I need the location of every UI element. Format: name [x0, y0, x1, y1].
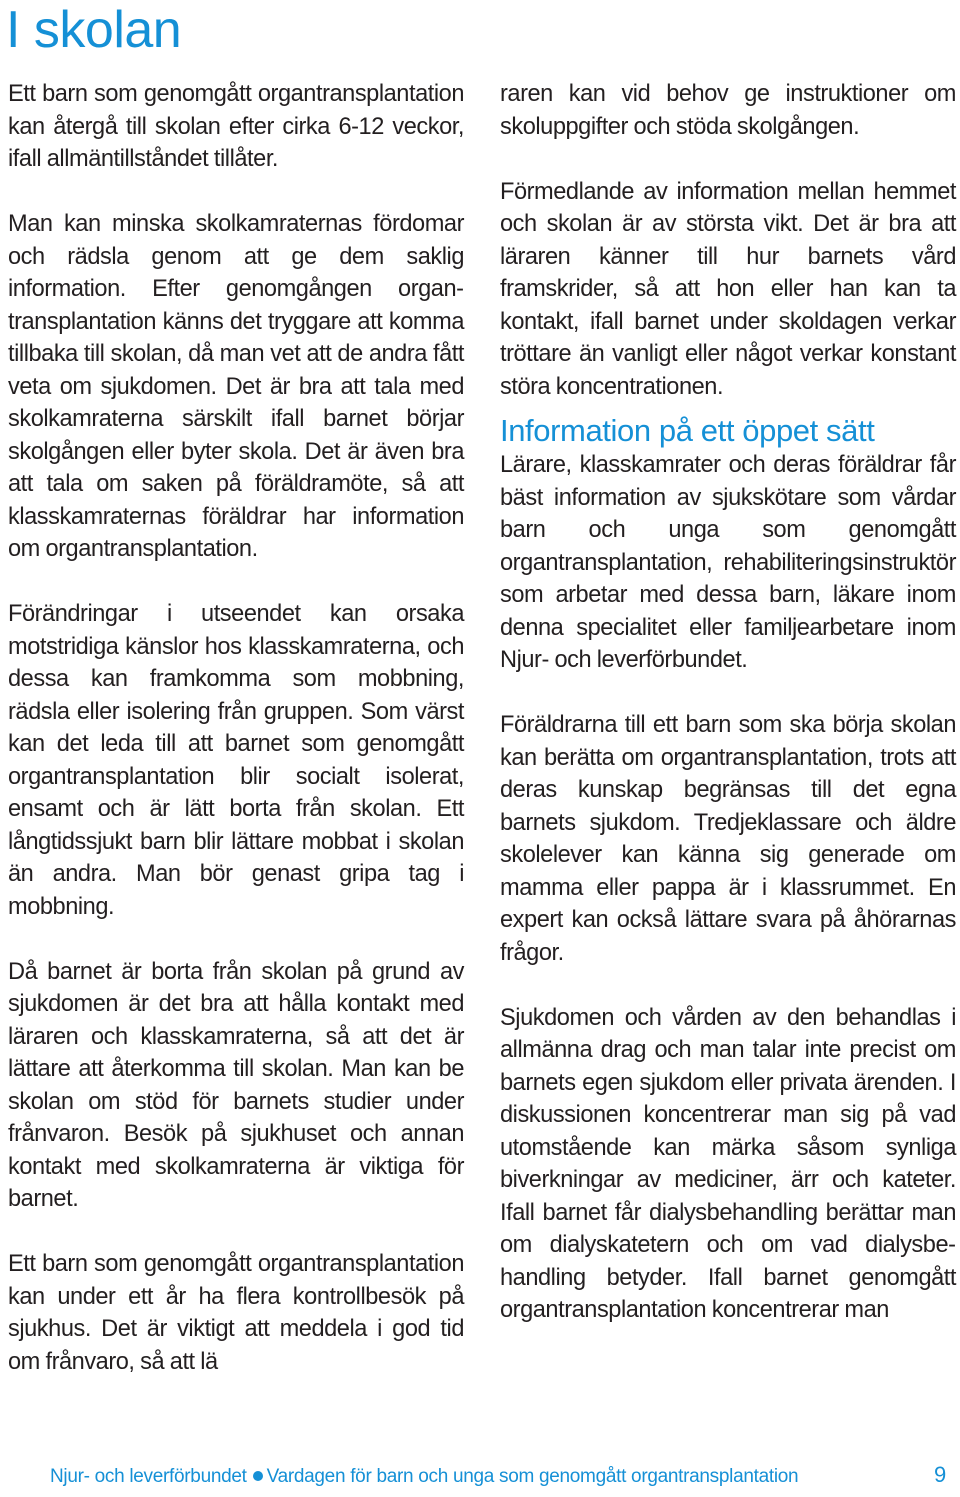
paragraph: Förändringar i utseendet kan orsaka motstridiga känslor hos klasskamraterna, och dessa kan framkomma som mobbning, rädsla eller isolering från gruppen. Som värst kan det leda till att barnet som genomgått organtransplantation blir socialt isolerat, ensamt och är lätt borta från skolan. Ett långtidssjukt barn blir lättare mobbat i skolan än andra. Man bör genast gripa tag i mobbning.: [8, 601, 464, 920]
paragraph: Lärare, klasskamrater och deras föräldrar får bäst information av sjukskötare som vårdar barn och unga som genomgått organtransplantation, rehabiliteringsinstruktör som arbetar med dessa barn, läkare inom denna specialitet eller familjearbetare inom Njur- och leverförbundet.: [500, 452, 956, 673]
left-column: [8, 78, 464, 1378]
paragraph: Föräldrarna till ett barn som ska börja skolan kan berätta om organtransplantation, trots att deras kunskap begränsas till det egna barnets sjukdom. Tredjeklassare och äldre skolelever kan känna sig generade om mamma eller pappa är i klassrummet. En expert kan också lättare svara på åhörarnas frågor.: [500, 712, 956, 966]
paragraph: Sjukdomen och vården av den behandlas i allmänna drag och man talar inte precist om barnets egen sjukdom eller privata ärenden. I diskussionen koncentrerar man sig på vad utomstående kan märka såsom synliga biverkningar av mediciner, ärr och kateter. Ifall barnet får dialysbehandling berättar man om dialyskatetern och om vad dialysbehandling betyder. Ifall barnet genomgått organtransplantation koncentrerar man: [500, 1004, 956, 1323]
paragraph: Man kan minska skolkamraternas fördomar och rädsla genom att ge dem saklig information. Efter genomgången organtransplantation känns det tryggare att komma tillbaka till skolan, då man vet att de andra fått veta om sjukdomen. Det är bra att tala med skolkamraterna särskilt ifall barnet börjar skolgången eller byter skola. Det är även bra att tala om saken på föräldramöte, så att klasskamraternas föräldrar har information om organtransplantation.: [8, 211, 464, 562]
paragraph: Ett barn som genomgått organtransplantation kan återgå till skolan efter cirka 6-12 veckor, ifall allmäntillståndet tillåter.: [8, 81, 464, 172]
paragraph: raren kan vid behov ge instruktioner om skoluppgifter och stöda skolgången.: [500, 81, 956, 140]
paragraph: Förmedlande av information mellan hemmet och skolan är av största vikt. Det är bra att läraren känner till hur barnets vård framskrider, så att hon eller han kan ta kontakt, ifall barnet under skoldagen verkar tröttare än vanligt eller något verkar konstant störa koncentrationen.: [500, 178, 956, 400]
section-heading: Information på ett öppet sätt: [500, 413, 875, 448]
right-column: [500, 78, 956, 1327]
page-footer: [50, 1463, 798, 1491]
bullet-dot-icon: [253, 1471, 263, 1481]
footer-publication: Vardagen för barn och unga som genomgått organtransplantation: [266, 1466, 799, 1487]
page-title: I skolan: [6, 1, 182, 59]
paragraph: Då barnet är borta från skolan på grund av sjukdomen är det bra att hålla kontakt med läraren och klasskamraterna, så att det är lättare att återkomma till skolan. Man kan be skolan om stöd för barnets studier under frånvaron. Besök på sjukhuset och annan kontakt med skolkamraterna är viktiga för barnet.: [8, 958, 464, 1212]
footer-organization: Njur- och leverförbundet: [50, 1466, 247, 1487]
page-number: 9: [934, 1462, 947, 1487]
paragraph: Ett barn som genomgått organtransplantation kan under ett år ha flera kontrollbesök på sjukhus. Det är viktigt att meddela i god tid om frånvaro, så att lä: [8, 1251, 464, 1375]
